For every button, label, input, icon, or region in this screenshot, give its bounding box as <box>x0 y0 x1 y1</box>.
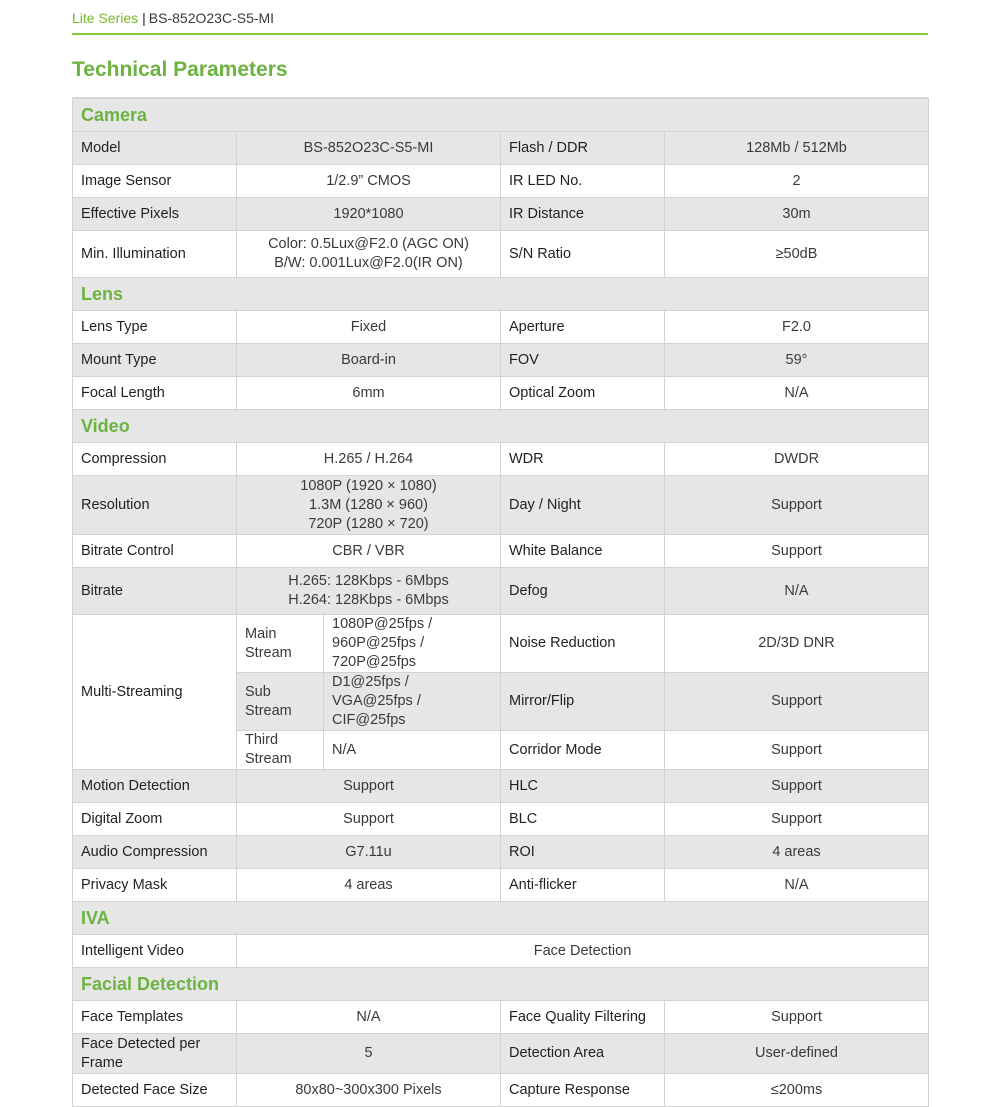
spec-value: 6mm <box>237 377 501 410</box>
spec-value: Support <box>665 1001 929 1034</box>
header-model: BS-852O23C-S5-MI <box>148 10 275 26</box>
spec-label: BLC <box>501 803 665 836</box>
table-row <box>73 311 929 344</box>
spec-label: IR Distance <box>501 198 665 231</box>
table-row <box>73 377 929 410</box>
spec-label: Min. Illumination <box>73 231 237 278</box>
section-lens <box>73 278 929 311</box>
value-line: CIF@25fps <box>332 712 406 728</box>
spec-value: DWDR <box>665 443 929 476</box>
value-line: 960P@25fps / 720P@25fps <box>332 635 425 670</box>
spec-value: 4 areas <box>665 836 929 869</box>
table-row <box>73 198 929 231</box>
table-row <box>73 615 929 673</box>
spec-value: Support <box>237 770 501 803</box>
spec-value: F2.0 <box>665 311 929 344</box>
section-title: Camera <box>73 99 929 132</box>
spec-value: Support <box>665 803 929 836</box>
stream-label: Third Stream <box>237 731 324 770</box>
spec-label: Multi-Streaming <box>73 615 237 770</box>
spec-label: White Balance <box>501 535 665 568</box>
spec-label: S/N Ratio <box>501 231 665 278</box>
spec-value: N/A <box>665 568 929 615</box>
table-row <box>73 568 929 615</box>
spec-value: H.265 / H.264 <box>237 443 501 476</box>
spec-value: Support <box>665 673 929 731</box>
spec-label: Audio Compression <box>73 836 237 869</box>
spec-label: Face Templates <box>73 1001 237 1034</box>
spec-label: Model <box>73 132 237 165</box>
stream-value: N/A <box>324 731 501 770</box>
spec-label: Day / Night <box>501 476 665 535</box>
spec-label: HLC <box>501 770 665 803</box>
table-row <box>73 1034 929 1074</box>
section-video <box>73 410 929 443</box>
spec-value <box>237 568 501 615</box>
spec-label: Capture Response <box>501 1074 665 1107</box>
spec-label: Digital Zoom <box>73 803 237 836</box>
value-line: 1.3M (1280 × 960) <box>309 496 428 513</box>
value-line: B/W: 0.001Lux@F2.0(IR ON) <box>274 255 463 271</box>
spec-label: Image Sensor <box>73 165 237 198</box>
spec-label: Privacy Mask <box>73 869 237 902</box>
spec-value: BS-852O23C-S5-MI <box>237 132 501 165</box>
spec-value: 80x80~300x300 Pixels <box>237 1074 501 1107</box>
spec-label: Face Detected per Frame <box>73 1034 237 1074</box>
table-row <box>73 1001 929 1034</box>
spec-value: Support <box>665 476 929 535</box>
page-header <box>72 9 928 35</box>
spec-value: ≥50dB <box>665 231 929 278</box>
spec-value: Board-in <box>237 344 501 377</box>
spec-value: 59° <box>665 344 929 377</box>
spec-value: Support <box>237 803 501 836</box>
spec-label: Compression <box>73 443 237 476</box>
spec-value: 5 <box>237 1034 501 1074</box>
value-line: 1080P@25fps / <box>332 616 433 632</box>
value-line: Color: 0.5Lux@F2.0 (AGC ON) <box>268 236 469 252</box>
spec-table <box>72 98 929 1107</box>
spec-value: Support <box>665 731 929 770</box>
table-row <box>73 836 929 869</box>
header-separator: | <box>142 10 146 26</box>
spec-value: G7.11u <box>237 836 501 869</box>
spec-label: Motion Detection <box>73 770 237 803</box>
spec-label: Mirror/Flip <box>501 673 665 731</box>
table-row <box>73 443 929 476</box>
spec-label: Effective Pixels <box>73 198 237 231</box>
spec-value: Support <box>665 770 929 803</box>
stream-value <box>324 615 501 673</box>
stream-label: Sub Stream <box>237 673 324 731</box>
table-row <box>73 344 929 377</box>
table-row <box>73 476 929 535</box>
value-line: 1080P (1920 × 1080) <box>300 477 437 494</box>
spec-value: Face Detection <box>237 935 929 968</box>
table-row <box>73 132 929 165</box>
section-title: Facial Detection <box>73 968 929 1001</box>
table-row <box>73 231 929 278</box>
section-title: Video <box>73 410 929 443</box>
value-line: 720P (1280 × 720) <box>308 515 429 532</box>
value-line: H.265: 128Kbps - 6Mbps <box>288 573 449 589</box>
spec-value: 128Mb / 512Mb <box>665 132 929 165</box>
spec-value: 2D/3D DNR <box>665 615 929 673</box>
spec-label: Mount Type <box>73 344 237 377</box>
spec-value <box>237 231 501 278</box>
spec-value: Support <box>665 535 929 568</box>
spec-label: Noise Reduction <box>501 615 665 673</box>
spec-value: N/A <box>665 377 929 410</box>
spec-value: 1/2.9” CMOS <box>237 165 501 198</box>
section-facial-detection <box>73 968 929 1001</box>
spec-value: 1920*1080 <box>237 198 501 231</box>
spec-label: IR LED No. <box>501 165 665 198</box>
spec-label: Focal Length <box>73 377 237 410</box>
spec-label: WDR <box>501 443 665 476</box>
series-name: Lite Series <box>72 10 139 26</box>
stream-value <box>324 673 501 731</box>
spec-label: Lens Type <box>73 311 237 344</box>
value-line: H.264: 128Kbps - 6Mbps <box>288 592 449 608</box>
spec-value: User-defined <box>665 1034 929 1074</box>
spec-value: CBR / VBR <box>237 535 501 568</box>
spec-value: N/A <box>237 1001 501 1034</box>
section-title: IVA <box>73 902 929 935</box>
spec-value: ≤200ms <box>665 1074 929 1107</box>
spec-value: 2 <box>665 165 929 198</box>
section-camera <box>73 99 929 132</box>
spec-label: Detection Area <box>501 1034 665 1074</box>
spec-label: Intelligent Video <box>73 935 237 968</box>
stream-label: Main Stream <box>237 615 324 673</box>
table-row <box>73 535 929 568</box>
spec-label: Corridor Mode <box>501 731 665 770</box>
spec-value <box>237 476 501 535</box>
table-row <box>73 869 929 902</box>
spec-label: Optical Zoom <box>501 377 665 410</box>
table-row <box>73 1074 929 1107</box>
table-row <box>73 770 929 803</box>
table-row <box>73 165 929 198</box>
spec-value: 30m <box>665 198 929 231</box>
spec-value: Fixed <box>237 311 501 344</box>
spec-label: Detected Face Size <box>73 1074 237 1107</box>
spec-label: ROI <box>501 836 665 869</box>
spec-label: FOV <box>501 344 665 377</box>
table-row <box>73 803 929 836</box>
spec-label: Bitrate <box>73 568 237 615</box>
table-row <box>73 935 929 968</box>
section-iva <box>73 902 929 935</box>
section-title: Lens <box>73 278 929 311</box>
spec-label: Flash / DDR <box>501 132 665 165</box>
spec-label: Aperture <box>501 311 665 344</box>
spec-label: Defog <box>501 568 665 615</box>
spec-label: Face Quality Filtering <box>501 1001 665 1034</box>
spec-label: Resolution <box>73 476 237 535</box>
spec-label: Anti-flicker <box>501 869 665 902</box>
spec-value: N/A <box>665 869 929 902</box>
spec-label: Bitrate Control <box>73 535 237 568</box>
value-line: D1@25fps / VGA@25fps / <box>332 674 421 709</box>
spec-value: 4 areas <box>237 869 501 902</box>
page-title: Technical Parameters <box>72 58 288 81</box>
